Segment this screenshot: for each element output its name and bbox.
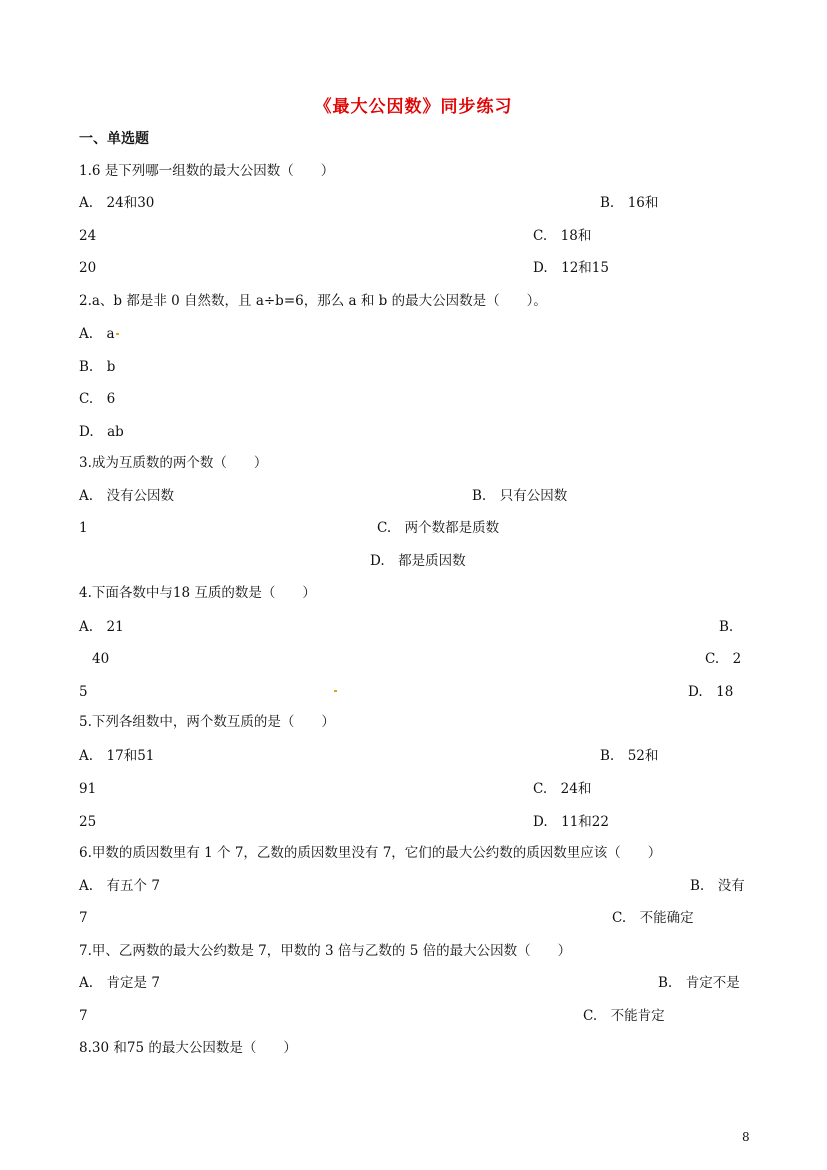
question-6-option-a[interactable]: A. 有五个 7 [79,878,160,894]
question-3-option-a[interactable]: A. 没有公因数 [79,488,175,504]
question-4-option-a[interactable]: A. 21 [79,619,124,635]
question-1-option-c-cont: 20 [79,260,97,276]
page-number: 8 [742,1130,750,1144]
question-4-stem: 4.下面各数中与18 互质的数是（ ） [79,585,316,601]
question-2-option-b[interactable]: B. b [79,359,116,375]
question-1-stem: 1.6 是下列哪一组数的最大公因数（ ） [79,163,335,179]
question-1-option-c[interactable]: C. 18和 [533,228,592,244]
question-4-option-b-cont: 40 [92,651,110,667]
question-7-option-b-cont: 7 [79,1008,88,1024]
question-4-option-b[interactable]: B. [719,619,734,635]
question-2-option-d[interactable]: D. ab [79,424,124,440]
question-1-option-d[interactable]: D. 12和15 [533,260,609,276]
question-3-option-c[interactable]: C. 两个数都是质数 [377,520,500,536]
question-4-option-c-cont: 5 [79,684,88,700]
question-3-option-b[interactable]: B. 只有公因数 [472,488,568,504]
question-5-option-b[interactable]: B. 52和 [600,748,659,764]
question-1-option-a[interactable]: A. 24和30 [79,195,155,211]
question-2-option-c[interactable]: C. 6 [79,391,116,407]
question-5-option-b-cont: 91 [79,781,97,797]
question-6-option-b[interactable]: B. 没有 [690,878,745,894]
question-5-option-d[interactable]: D. 11和22 [533,814,609,830]
question-6-option-c[interactable]: C. 不能确定 [612,910,694,926]
question-5-stem: 5.下列各组数中，两个数互质的是（ ） [79,714,335,730]
question-4-option-d[interactable]: D. 18 [688,684,734,700]
question-3-stem: 3.成为互质数的两个数（ ） [79,455,268,471]
document-title: 《最大公因数》同步练习 [314,97,513,117]
question-5-option-c-cont: 25 [79,814,97,830]
question-3-option-b-cont: 1 [79,520,88,536]
question-7-option-b[interactable]: B. 肯定不是 [658,975,740,991]
question-1-option-b[interactable]: B. 16和 [600,195,659,211]
question-6-stem: 6.甲数的质因数里有 1 个 7，乙数的质因数里没有 7，它们的最大公约数的质因数里应该（ ） [79,845,662,861]
question-2-option-a[interactable]: A. a [79,326,115,342]
question-8-stem: 8.30 和75 的最大公因数是（ ） [79,1040,297,1056]
scan-speck [334,690,337,692]
question-3-option-d[interactable]: D. 都是质因数 [370,553,466,569]
question-5-option-a[interactable]: A. 17和51 [79,748,155,764]
scan-speck [116,333,119,335]
question-1-option-b-cont: 24 [79,228,97,244]
question-4-option-c[interactable]: C. 2 [705,651,742,667]
question-7-stem: 7.甲、乙两数的最大公约数是 7，甲数的 3 倍与乙数的 5 倍的最大公因数（ ） [79,943,572,959]
question-6-option-b-cont: 7 [79,910,88,926]
section-heading: 一、单选题 [79,131,149,147]
question-2-stem: 2.a、b 都是非 0 自然数，且 a÷b=6，那么 a 和 b 的最大公因数是（ ）。 [79,293,547,309]
question-5-option-c[interactable]: C. 24和 [533,781,592,797]
question-7-option-c[interactable]: C. 不能肯定 [583,1008,665,1024]
question-7-option-a[interactable]: A. 肯定是 7 [79,975,160,991]
